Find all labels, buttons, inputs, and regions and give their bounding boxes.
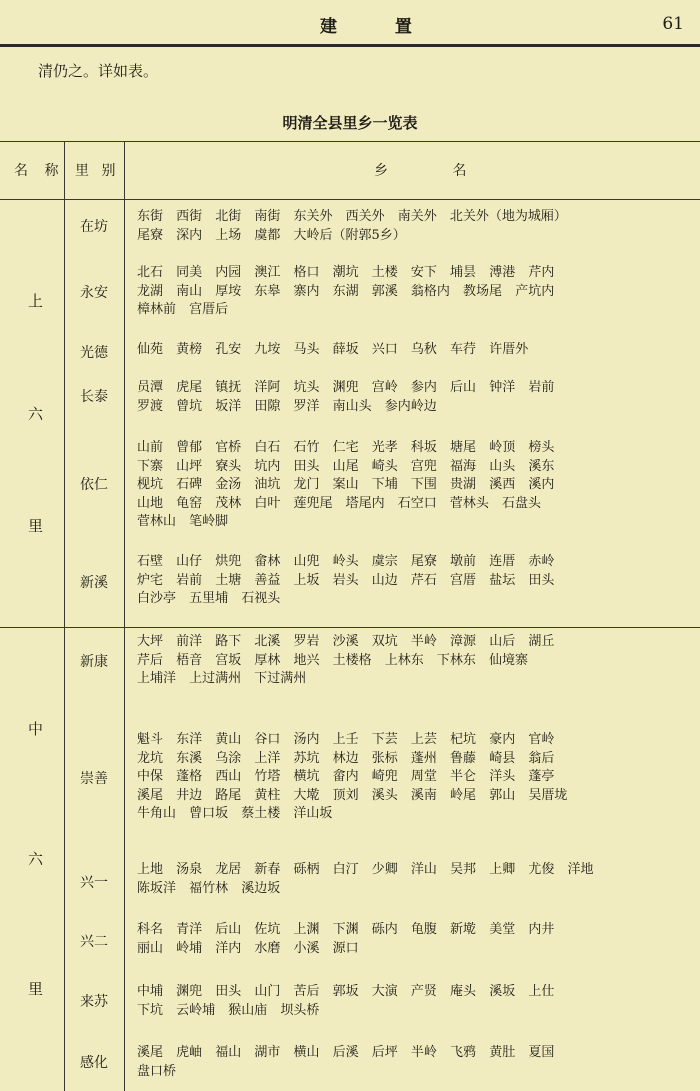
group-name-char: 上 (28, 292, 44, 310)
li-name: 感化 (80, 1055, 108, 1071)
running-title: 建 置 (320, 17, 438, 37)
li-name: 新康 (80, 654, 108, 670)
xiang-list: 上地 汤泉 龙居 新春 砾柄 白汀 少卿 洋山 吴邦 上卿 尤俊 洋地 陈坂洋 福竹林 溪边坂 (137, 862, 594, 896)
xiang-list: 石壁 山仔 烘兜 畲林 山兜 岭头 虞宗 尾寮 墩前 连厝 赤岭 炉宅 岩前 土塘 善益 上坂 岩头 山边 芹石 宫厝 盐坛 田头 白沙亭 五里埔 石视头 (137, 554, 555, 606)
page-number: 61 (662, 14, 684, 34)
group-name-char: 里 (28, 980, 44, 998)
xiang-list: 东街 西街 北街 南街 东关外 西关外 南关外 北关外（地为城厢） 尾寮 深内 上场 虞都 大岭后（附郭5乡） (137, 209, 567, 243)
li-name: 兴一 (80, 875, 108, 891)
xiang-list: 北石 同美 内园 澳江 格口 潮坑 土楼 安下 埔昙 溥港 芹内 龙湖 南山 厚垵 东皋 寨内 东湖 郭溪 翁格内 教场尾 产坑内 樟林前 宫厝后 (137, 265, 555, 317)
header-name: 名 称 (14, 163, 59, 179)
li-name: 长泰 (80, 389, 108, 405)
xiang-list: 中埔 渊兜 田头 山门 苦后 郭坂 大演 产贤 庵头 溪坂 上仕 下坑 云岭埔 猴山庙 坝头桥 (137, 984, 555, 1018)
xiang-list: 仙苑 黄榜 孔安 九垵 马头 薛坂 兴口 乌秋 车荇 许厝外 (137, 342, 529, 357)
header-xiang: 乡 名 (374, 163, 467, 179)
li-name: 在坊 (80, 219, 108, 235)
header-li: 里 别 (75, 163, 116, 179)
group-divider-rule (0, 627, 700, 628)
intro-text: 清仍之。详如表。 (38, 62, 159, 80)
li-name: 光德 (80, 345, 108, 361)
xiang-list: 大坪 前洋 路下 北溪 罗岩 沙溪 双坑 半岭 漳源 山后 湖丘 芹后 梧音 宫坂 厚林 地兴 土楼格 上林东 下林东 仙境寨 上埔洋 上过满州 下过满州 (137, 634, 555, 686)
table-top-rule (0, 141, 700, 142)
group-name-char: 六 (28, 850, 44, 868)
li-name: 兴二 (80, 934, 108, 950)
li-name: 永安 (80, 285, 108, 301)
xiang-list: 山前 曾郁 官桥 白石 石竹 仁宅 光孝 科坂 塘尾 岭顶 榜头 下寨 山坪 寮头 坑内 田头 山尾 崎头 宫兜 福海 山头 溪东 枧坑 石碑 金汤 油坑 龙门 案山 下埔 下围 贵湖 溪西 溪内 山地 龟窑 茂林 白叶 莲兜尾 塔尾内 石空口 菅林头 石盘头 菅林山 笔岭脚 (137, 440, 555, 529)
header-bottom-rule (0, 199, 700, 200)
column-rule-2 (124, 141, 125, 1091)
xiang-list: 溪尾 虎岫 福山 湖市 横山 后溪 后坪 半岭 飞鸦 黄肚 夏国 盘口桥 (137, 1045, 555, 1079)
xiang-list: 员潭 虎尾 镇抚 洋阿 坑头 渊兜 宫岭 参内 后山 钟洋 岩前 罗渡 曾坑 坂洋 田隙 罗洋 南山头 参内岭边 (137, 380, 555, 414)
page-header (0, 0, 700, 47)
li-name: 新溪 (80, 575, 108, 591)
li-name: 依仁 (80, 477, 108, 493)
xiang-list: 科名 青洋 后山 佐坑 上渊 下渊 砾内 龟腹 新墘 美堂 内井 丽山 岭埔 洋内 水磨 小溪 源口 (137, 922, 555, 956)
table-title: 明清全县里乡一览表 (282, 114, 418, 132)
column-rule-1 (64, 141, 65, 1091)
li-name: 崇善 (80, 771, 108, 787)
group-name-char: 六 (28, 405, 44, 423)
group-name-char: 里 (28, 517, 44, 535)
group-name-char: 中 (28, 720, 44, 738)
xiang-list: 魁斗 东洋 黄山 谷口 汤内 上壬 下芸 上芸 杞坑 豪内 官岭 龙坑 东溪 乌涂 上洋 苏坑 林边 张标 蓬州 鲁藤 崎县 翁后 中保 蓬格 西山 竹塔 横坑 畲内 崎兜 周堂 半仑 洋头 蓬亭 溪尾 井边 路尾 黄柱 大墘 顶刘 溪头 溪南 岭尾 郭山 吴厝垅 牛角山 曾口坂 蔡土楼 洋山坂 (137, 732, 568, 821)
li-name: 来苏 (80, 994, 108, 1010)
